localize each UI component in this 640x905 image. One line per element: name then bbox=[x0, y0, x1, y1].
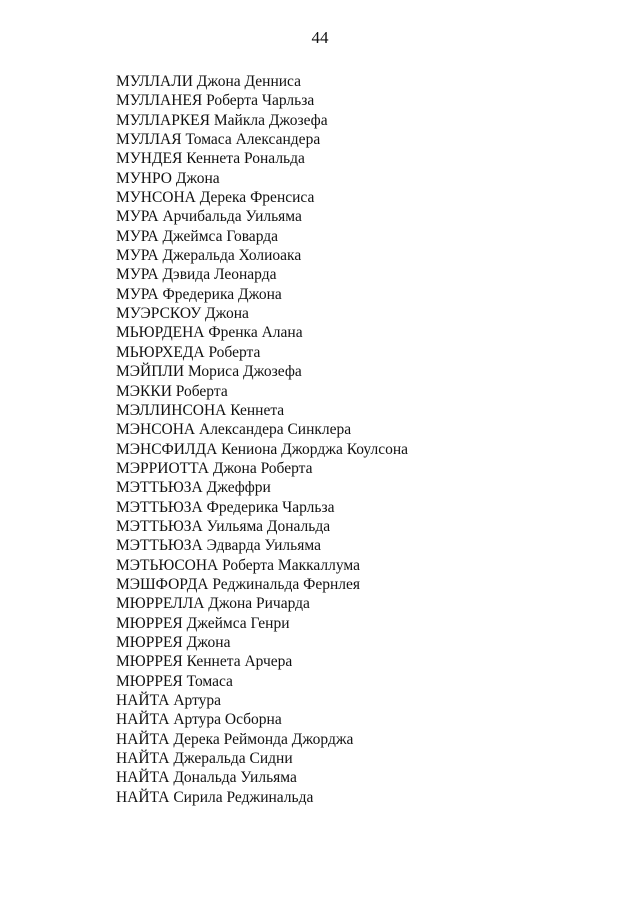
name-list bbox=[116, 72, 616, 807]
list-item: НАЙТА Сирила Реджинальда bbox=[116, 788, 314, 806]
list-item: МЭЛЛИНСОНА Кеннета bbox=[116, 401, 285, 419]
list-item: МУЛЛАРКЕЯ Майкла Джозефа bbox=[116, 111, 328, 129]
list-item: МЮРРЕЯ Кеннета Арчера bbox=[116, 653, 293, 671]
list-item: МУНДЕЯ Кеннета Рональда bbox=[116, 150, 305, 168]
list-item: МУЭРСКОУ Джона bbox=[116, 305, 249, 323]
list-item: МУРА Джеймса Говарда bbox=[116, 227, 279, 245]
list-item: МЭНСФИЛДА Кениона Джорджа Коулсона bbox=[116, 440, 409, 458]
list-item: МЭРРИОТТА Джона Роберта bbox=[116, 459, 313, 477]
list-item: МУЛЛАЯ Томаса Александера bbox=[116, 131, 321, 149]
list-item: МУРА Фредерика Джона bbox=[116, 285, 282, 303]
list-item: МЭТТЬЮЗА Джеффри bbox=[116, 479, 271, 497]
list-item: МЮРРЕЛЛА Джона Ричарда bbox=[116, 595, 310, 613]
list-item: МЮРРЕЯ Джона bbox=[116, 633, 231, 651]
list-item: МУРА Джеральда Холиоака bbox=[116, 247, 302, 265]
list-item: МЮРРЕЯ Томаса bbox=[116, 672, 233, 690]
list-item: МЭШФОРДА Реджинальда Фернлея bbox=[116, 575, 361, 593]
list-item: МЭЙПЛИ Мориса Джозефа bbox=[116, 363, 302, 381]
list-item: НАЙТА Дерека Реймонда Джорджа bbox=[116, 730, 354, 748]
list-item: МУРА Арчибальда Уильяма bbox=[116, 208, 302, 226]
list-item: НАЙТА Дональда Уильяма bbox=[116, 769, 297, 787]
list-item: МУНРО Джона bbox=[116, 169, 220, 187]
list-item: МУЛЛАНЕЯ Роберта Чарльза bbox=[116, 92, 315, 110]
page-number: 44 bbox=[311, 28, 329, 47]
list-item: НАЙТА Артура Осборна bbox=[116, 711, 282, 729]
list-item: МЬЮРХЕДА Роберта bbox=[116, 343, 261, 361]
list-item: НАЙТА Джеральда Сидни bbox=[116, 750, 293, 768]
list-item: МУРА Дэвида Леонарда bbox=[116, 266, 277, 284]
list-item: МУЛЛАЛИ Джона Денниса bbox=[116, 73, 301, 90]
list-item: МЭТТЬЮЗА Эдварда Уильяма bbox=[116, 537, 321, 555]
list-item: МЭТТЬЮЗА Фредерика Чарльза bbox=[116, 498, 335, 516]
list-item: МЭТТЬЮЗА Уильяма Дональда bbox=[116, 517, 331, 535]
list-item: МЭТЬЮСОНА Роберта Маккаллума bbox=[116, 556, 361, 574]
list-item: МЭНСОНА Александера Синклера bbox=[116, 421, 352, 439]
list-item: НАЙТА Артура bbox=[116, 692, 222, 709]
list-item: МЬЮРДЕНА Френка Алана bbox=[116, 324, 303, 342]
list-item: МЭККИ Роберта bbox=[116, 382, 228, 400]
list-item: МУНСОНА Дерека Френсиса bbox=[116, 189, 315, 207]
list-item: МЮРРЕЯ Джеймса Генри bbox=[116, 614, 290, 632]
